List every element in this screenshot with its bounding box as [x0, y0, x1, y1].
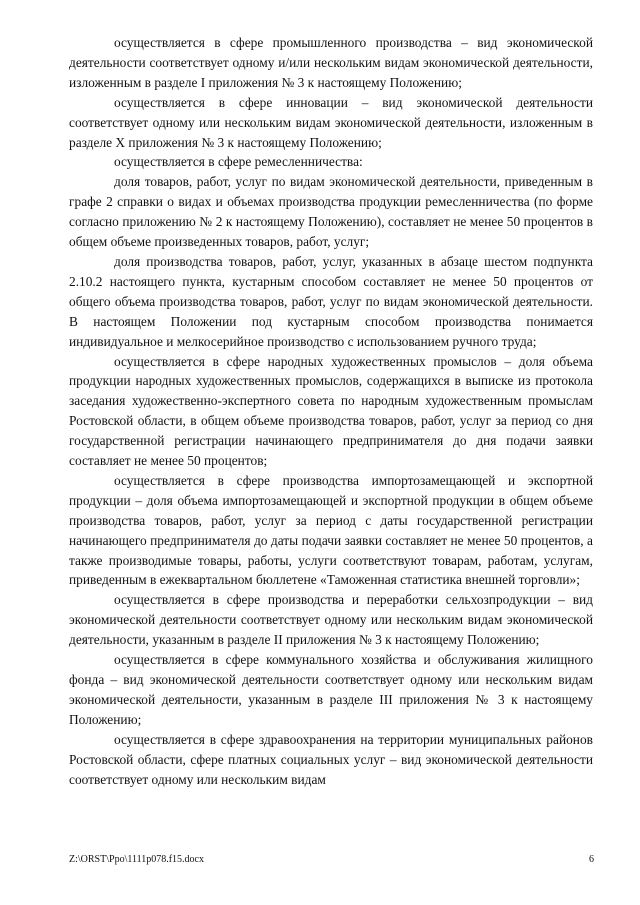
paragraph-folk-crafts: осуществляется в сфере народных художественных промыслов – доля объема продукции народных художественных промыслов, содержащихся в выписке из протокола заседания художественно-экспертного совета по народным художественным промыслам Ростовской области, в общем объеме производства товаров, работ, услуг за период со дня государственной регистрации начинающего предпринимателя до дня подачи заявки составляет не менее 50 процентов; — [69, 353, 593, 469]
page-number: 6 — [589, 854, 594, 865]
paragraph-agriculture: осуществляется в сфере производства и переработки сельхозпродукции – вид экономической деятельности соответствует одному или нескольким видам экономической деятельности, указанным в разделе II приложения № 3 к настоящему Положению; — [69, 592, 593, 648]
paragraph-crafts-share: доля товаров, работ, услуг по видам экономической деятельности, приведенным в графе 2 справки о видах и объемах производства продукции ремесленничества (по форме согласно приложению № 2 к настоящему Положению), составляет не менее 50 процентов в общем объеме произведенных товаров, работ, услуг; — [69, 174, 593, 250]
document-body — [69, 33, 593, 789]
paragraph-import-export: осуществляется в сфере производства импортозамещающей и экспортной продукции – доля объема импортозамещающей и экспортной продукции в общем объеме производства товаров, работ, услуг за период с даты государственной регистрации начинающего предпринимателя до даты подачи заявки составляет не менее 50 процентов, а также производимые товары, работы, услуги соответствуют товарам, работам, услугам, приведенным в ежеквартальном бюллетене «Таможенная статистика внешней торговли»; — [69, 472, 593, 588]
paragraph-crafts-heading: осуществляется в сфере ремесленничества: — [114, 154, 363, 170]
paragraph-communal-services: осуществляется в сфере коммунального хозяйства и обслуживания жилищного фонда – вид экономической деятельности соответствует одному или нескольким видам экономической деятельности, указанным в разделе III приложения № 3 к настоящему Положению; — [69, 652, 593, 727]
paragraph-crafts-handmade: доля производства товаров, работ, услуг, указанных в абзаце шестом подпункта 2.10.2 настоящего пункта, кустарным способом составляет не менее 50 процентов от общего объема производства товаров, работ, услуг по видам экономической деятельности. В настоящем Положении под кустарным способом производства понимается индивидуальное и мелкосерийное производство с использованием ручного труда; — [69, 253, 593, 349]
page-footer — [69, 854, 594, 865]
file-path: Z:\ORST\Ppo\1111p078.f15.docx — [69, 854, 204, 865]
paragraph-healthcare: осуществляется в сфере здравоохранения на территории муниципальных районов Ростовской области, сфере платных социальных услуг – вид экономической деятельности соответствует одному или нескольким видам — [69, 731, 593, 787]
paragraph-industrial-production: осуществляется в сфере промышленного производства – вид экономической деятельности соответствует одному и/или нескольким видам экономической деятельности, изложенным в разделе I приложения № 3 к настоящему Положению; — [69, 35, 593, 90]
paragraph-innovation: осуществляется в сфере инновации – вид экономической деятельности соответствует одному или нескольким видам экономической деятельности, изложенным в разделе X приложения № 3 к настоящему Положению; — [69, 94, 593, 150]
